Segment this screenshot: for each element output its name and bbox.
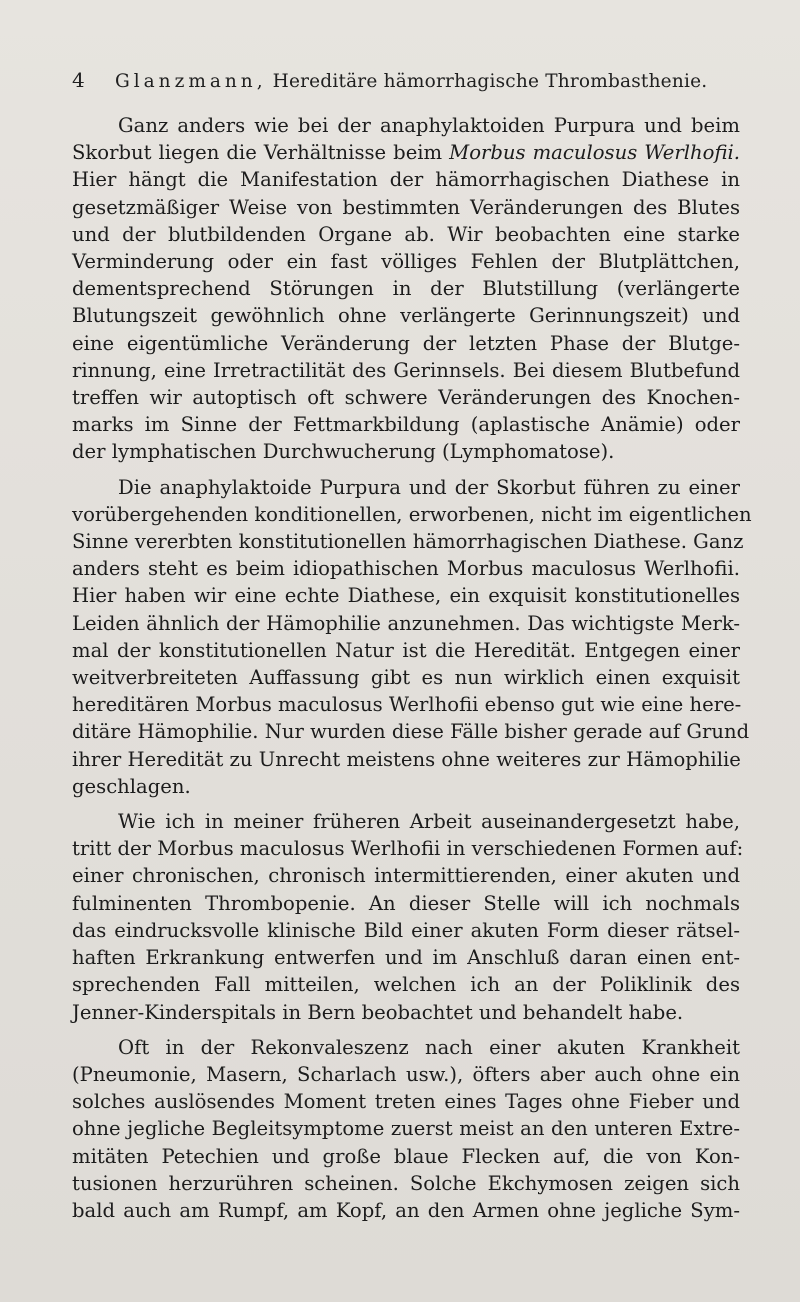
text-line: sprechenden Fall mitteilen, welchen ich an der Poliklinik des — [72, 973, 740, 997]
text-line: ohne jegliche Begleitsymptome zuerst meist an den unteren Extre- — [72, 1117, 740, 1141]
text-line: treffen wir autoptisch oft schwere Veränderungen des Knochen- — [72, 386, 740, 410]
text-line: geschlagen. — [72, 774, 191, 798]
text-line: Ganz anders wie bei der anaphylaktoiden Purpura und beim — [118, 114, 740, 137]
text-line: vorübergehenden konditionellen, erworbenen, nicht im eigentlichen — [72, 502, 752, 526]
text-line: solches auslösendes Moment treten eines Tages ohne Fieber und — [72, 1090, 740, 1114]
text-line: eine eigentümliche Veränderung der letzten Phase der Blutge- — [72, 331, 740, 355]
text-line: mal der konstitutionellen Natur ist die Heredität. Entgegen einer — [72, 638, 740, 662]
text-line: haften Erkrankung entwerfen und im Anschluß daran einen ent- — [72, 946, 740, 970]
text-line: ihrer Heredität zu Unrecht meistens ohne weiteres zur Hämophilie — [72, 747, 741, 771]
text-line: dementsprechend Störungen in der Blutstillung (verlängerte — [72, 277, 740, 301]
text-line: Jenner-Kinderspitals in Bern beobachtet und behandelt habe. — [72, 1000, 684, 1024]
text-line: Wie ich in meiner früheren Arbeit auseinandergesetzt habe, — [118, 810, 740, 834]
text-line: marks im Sinne der Fettmarkbildung (aplastische Anämie) oder — [72, 413, 740, 437]
paragraph — [72, 112, 740, 466]
text-line: hereditären Morbus maculosus Werlhofii ebenso gut wie eine here- — [72, 693, 742, 717]
text-line: ditäre Hämophilie. Nur wurden diese Fälle bisher gerade auf Grund — [72, 720, 750, 744]
text-line: Hier haben wir eine echte Diathese, ein exquisit konstitutionelles — [72, 584, 740, 608]
paragraph — [72, 1034, 740, 1224]
running-header-author: Glanzmann, — [114, 71, 267, 92]
text-line: Die anaphylaktoide Purpura und der Skorbut führen zu einer — [118, 475, 740, 499]
paragraph — [72, 808, 744, 1026]
text-line — [72, 139, 740, 166]
text-line: das eindrucksvolle klinische Bild einer akuten Form dieser rätsel- — [72, 918, 740, 942]
text-line: weitverbreiteten Auffassung gibt es nun wirklich einen exquisit — [72, 666, 740, 690]
body-text — [72, 112, 752, 1224]
running-header — [72, 68, 760, 102]
text-line: der lymphatischen Durchwucherung (Lymphomatose). — [72, 440, 615, 464]
text-line: fulminenten Thrombopenie. An dieser Stelle will ich nochmals — [72, 891, 740, 915]
text-line-start: Skorbut liegen die Verhältnisse beim — [72, 141, 443, 165]
text-line: Hier hängt die Manifestation der hämorrhagischen Diathese in — [72, 168, 740, 192]
text-line: mitäten Petechien und große blaue Flecken auf, die von Kon- — [72, 1144, 740, 1168]
text-line: Sinne vererbten konstitutionellen hämorrhagischen Diathese. Ganz — [72, 530, 744, 554]
text-line: einer chronischen, chronisch intermittierenden, einer akuten und — [72, 864, 740, 888]
text-line: anders steht es beim idiopathischen Morbus maculosus Werlhofii. — [72, 557, 740, 581]
text-line: gesetzmäßiger Weise von bestimmten Veränderungen des Blutes — [72, 195, 740, 219]
text-line: rinnung, eine Irretractilität des Gerinnsels. Bei diesem Blutbefund — [72, 358, 740, 382]
page-number: 4 — [72, 68, 85, 92]
text-line: Oft in der Rekonvaleszenz nach einer akuten Krankheit — [118, 1035, 740, 1059]
text-line: und der blutbildenden Organe ab. Wir beobachten eine starke — [72, 222, 740, 246]
text-line: Leiden ähnlich der Hämophilie anzunehmen. Das wichtigste Merk- — [72, 611, 740, 635]
text-line: Blutungszeit gewöhnlich ohne verlängerte Gerinnungszeit) und — [72, 304, 740, 328]
text-line: (Pneumonie, Masern, Scharlach usw.), öfters aber auch ohne ein — [72, 1062, 740, 1086]
italic-term: Morbus maculosus Werlhofii. — [449, 141, 741, 165]
text-line: Verminderung oder ein fast völliges Fehlen der Blutplättchen, — [72, 250, 740, 274]
running-header-title: Hereditäre hämorrhagische Thrombasthenie. — [272, 71, 708, 92]
paragraph — [72, 474, 752, 800]
text-line: bald auch am Rumpf, am Kopf, an den Armen ohne jegliche Sym- — [72, 1198, 740, 1222]
text-line: tusionen herzurühren scheinen. Solche Ekchymosen zeigen sich — [72, 1171, 740, 1195]
text-line: tritt der Morbus maculosus Werlhofii in verschiedenen Formen auf: — [72, 837, 744, 861]
